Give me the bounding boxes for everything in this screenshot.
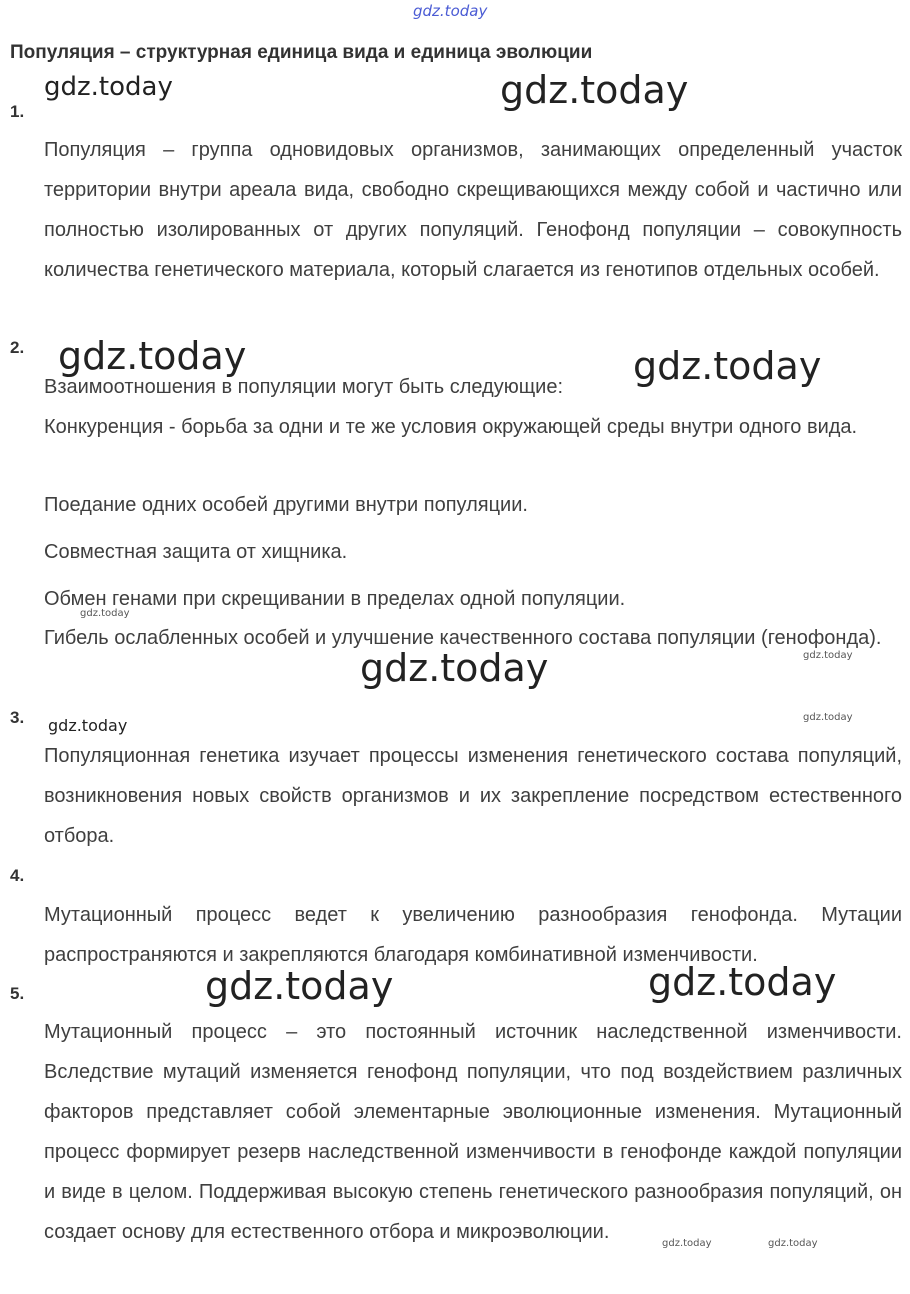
section-number: 3. xyxy=(10,708,25,727)
watermark: gdz.today xyxy=(500,68,689,112)
watermark: gdz.today xyxy=(768,1238,818,1249)
watermark-top: gdz.today xyxy=(413,2,488,20)
section-number: 4. xyxy=(10,866,25,885)
watermark: gdz.today xyxy=(803,712,853,723)
section-paragraph: Конкуренция - борьба за одни и те же условия окружающей среды внутри одного вида. xyxy=(44,416,858,438)
watermark: gdz.today xyxy=(803,650,853,661)
watermark: gdz.today xyxy=(662,1238,712,1249)
section-paragraph: Мутационный процесс – это постоянный источник наследственной изменчивости. Вследствие мутаций изменяется генофонд популяции, что под воздействием различных факторов представляет собой элементарные эволюционные изменения. Мутационный процесс формирует резерв наследственной изменчивости в генофонде каждой популяции и виде в целом. Поддерживая высокую степень генетического разнообразия популяций, он создает основу для естественного отбора и микроэволюции. xyxy=(44,1021,902,1243)
section-paragraph: Поедание одних особей другими внутри популяции. xyxy=(44,494,528,516)
watermark: gdz.today xyxy=(633,344,822,388)
watermark: gdz.today xyxy=(648,960,837,1004)
watermark: gdz.today xyxy=(360,646,549,690)
section-paragraph: Совместная защита от хищника. xyxy=(44,541,348,563)
section-paragraph: Взаимоотношения в популяции могут быть следующие: xyxy=(44,376,564,398)
watermark: gdz.today xyxy=(58,334,247,378)
section-number: 5. xyxy=(10,984,25,1003)
section-number: 1. xyxy=(10,102,25,121)
section-paragraph: Мутационный процесс ведет к увеличению разнообразия генофонда. Мутации распространяются и закрепляются благодаря комбинативной изменчивости. xyxy=(44,904,902,966)
watermark: gdz.today xyxy=(44,72,173,102)
watermark: gdz.today xyxy=(80,608,130,619)
watermark: gdz.today xyxy=(48,716,128,735)
section-paragraph: Популяция – группа одновидовых организмов, занимающих определенный участок территории внутри ареала вида, свободно скрещивающихся между собой и частично или полностью изолированных от других популяций. Генофонд популяции – совокупность количества генетического материала, который слагается из генотипов отдельных особей. xyxy=(44,139,902,281)
section-paragraph: Обмен генами при скрещивании в пределах одной популяции. xyxy=(44,588,626,610)
watermark: gdz.today xyxy=(205,964,394,1008)
section-number: 2. xyxy=(10,338,25,357)
page-title: Популяция – структурная единица вида и единица эволюции xyxy=(10,42,593,63)
section-paragraph: Популяционная генетика изучает процессы изменения генетического состава популяций, возникновения новых свойств организмов и их закрепление посредством естественного отбора. xyxy=(44,745,902,847)
section-paragraph: Гибель ослабленных особей и улучшение качественного состава популяции (генофонда). xyxy=(44,627,882,649)
